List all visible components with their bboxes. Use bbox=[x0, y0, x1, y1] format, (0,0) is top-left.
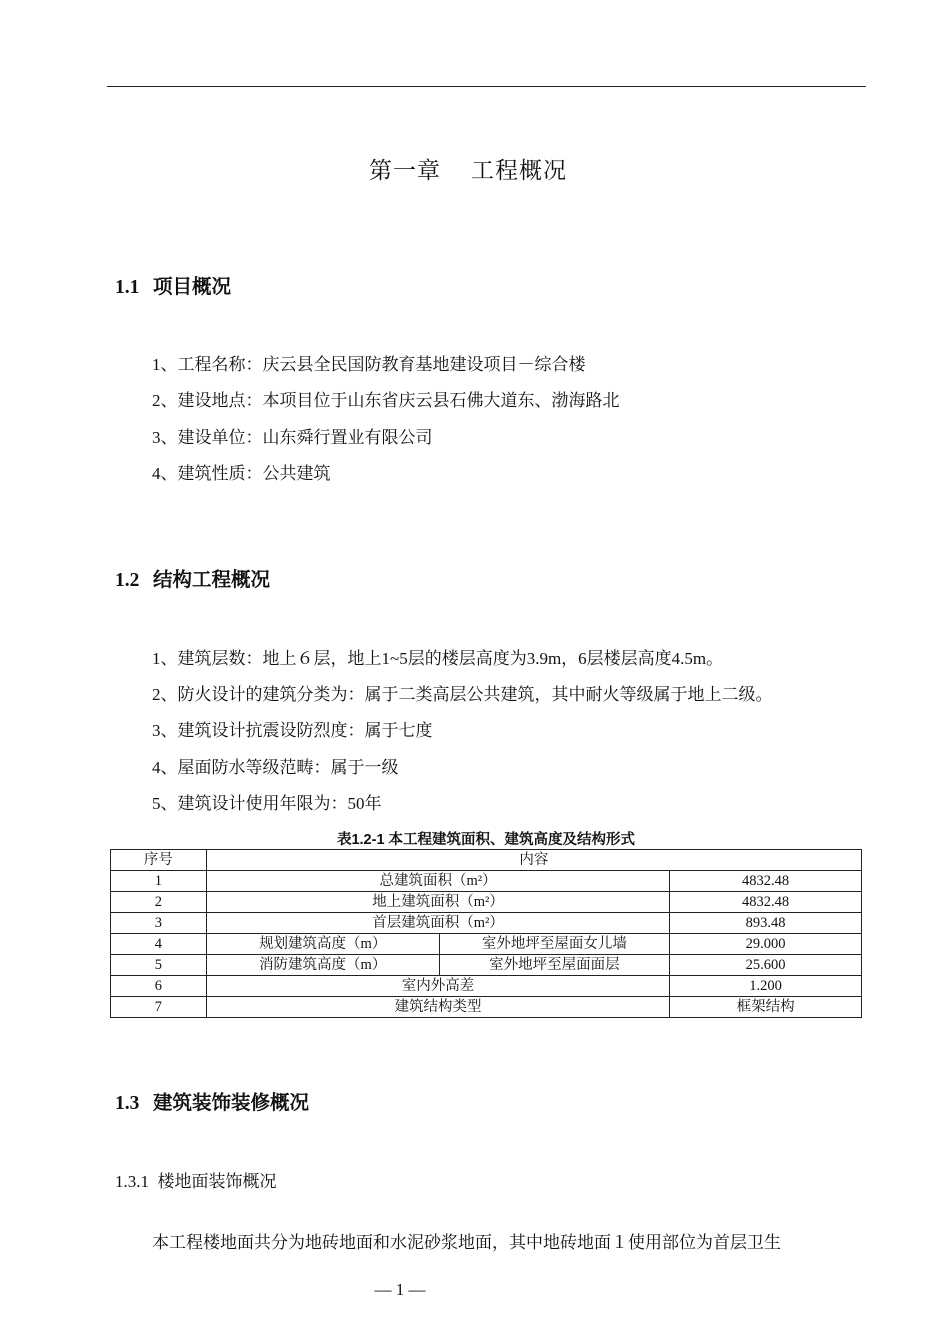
subsection-title: 楼地面装饰概况 bbox=[157, 1172, 277, 1191]
row-no: 4 bbox=[111, 934, 207, 955]
section-number: 1.2 bbox=[115, 570, 140, 591]
row-value: 29.000 bbox=[670, 934, 862, 955]
section-title: 项目概况 bbox=[153, 277, 232, 298]
chapter-label: 第一章 bbox=[369, 158, 441, 183]
table-row bbox=[111, 892, 862, 913]
subsection-number: 1.3.1 bbox=[115, 1172, 149, 1191]
row-label: 地上建筑面积（m²） bbox=[206, 892, 669, 913]
row-value: 25.600 bbox=[670, 955, 862, 976]
project-item: 4、建筑性质：公共建筑 bbox=[152, 464, 331, 483]
table-row bbox=[111, 913, 862, 934]
structure-item: 3、建筑设计抗震设防烈度：属于七度 bbox=[152, 721, 433, 740]
structure-item: 5、建筑设计使用年限为：50年 bbox=[152, 794, 382, 813]
chapter-title: 工程概况 bbox=[471, 158, 567, 183]
project-item: 3、建设单位：山东舜行置业有限公司 bbox=[152, 428, 433, 447]
row-label: 室内外高差 bbox=[206, 976, 669, 997]
row-no: 1 bbox=[111, 871, 207, 892]
row-value: 4832.48 bbox=[670, 871, 862, 892]
row-label: 消防建筑高度（m） bbox=[206, 955, 439, 976]
table-row bbox=[111, 997, 862, 1018]
table-row bbox=[111, 871, 862, 892]
section-title: 建筑装饰装修概况 bbox=[153, 1093, 310, 1114]
header-content: 内容 bbox=[206, 850, 861, 871]
row-value: 框架结构 bbox=[670, 997, 862, 1018]
section-title: 结构工程概况 bbox=[153, 570, 271, 591]
table-row bbox=[111, 934, 862, 955]
section-heading-1-2 bbox=[115, 564, 270, 592]
row-value: 4832.48 bbox=[670, 892, 862, 913]
section-number: 1.3 bbox=[115, 1093, 140, 1114]
structure-item: 1、建筑层数：地上６层，地上1~5层的楼层高度为3.9m，6层楼层高度4.5m。 bbox=[152, 649, 724, 668]
row-sublabel: 室外地坪至屋面面层 bbox=[439, 955, 670, 976]
row-value: 1.200 bbox=[670, 976, 862, 997]
section-number: 1.1 bbox=[115, 277, 140, 298]
subsection-heading bbox=[115, 1167, 277, 1192]
row-value: 893.48 bbox=[670, 913, 862, 934]
row-no: 6 bbox=[111, 976, 207, 997]
row-no: 7 bbox=[111, 997, 207, 1018]
row-sublabel: 室外地坪至屋面女儿墙 bbox=[439, 934, 670, 955]
row-no: 3 bbox=[111, 913, 207, 934]
table-row bbox=[111, 976, 862, 997]
row-label: 首层建筑面积（m²） bbox=[206, 913, 669, 934]
table-header-row bbox=[111, 850, 862, 871]
chapter-heading bbox=[0, 152, 936, 185]
header-no: 序号 bbox=[111, 850, 207, 871]
page-number: — 1 — bbox=[374, 1280, 426, 1299]
table-caption: 表1.2-1 本工程建筑面积、建筑高度及结构形式 bbox=[336, 832, 636, 848]
section-heading-1-3 bbox=[115, 1087, 309, 1115]
building-spec-table bbox=[110, 849, 862, 1018]
table-row bbox=[111, 955, 862, 976]
header-rule bbox=[107, 86, 866, 87]
row-no: 5 bbox=[111, 955, 207, 976]
body-paragraph: 本工程楼地面共分为地砖地面和水泥砂浆地面，其中地砖地面１使用部位为首层卫生 bbox=[152, 1233, 781, 1252]
structure-item: 2、防火设计的建筑分类为：属于二类高层公共建筑，其中耐火等级属于地上二级。 bbox=[152, 685, 773, 704]
row-label: 建筑结构类型 bbox=[206, 997, 669, 1018]
structure-item: 4、屋面防水等级范畴：属于一级 bbox=[152, 758, 399, 777]
row-label: 规划建筑高度（m） bbox=[206, 934, 439, 955]
project-item: 1、工程名称：庆云县全民国防教育基地建设项目－综合楼 bbox=[152, 355, 586, 374]
section-heading-1-1 bbox=[115, 271, 231, 299]
row-no: 2 bbox=[111, 892, 207, 913]
project-item: 2、建设地点：本项目位于山东省庆云县石佛大道东、渤海路北 bbox=[152, 391, 620, 410]
row-label: 总建筑面积（m²） bbox=[206, 871, 669, 892]
